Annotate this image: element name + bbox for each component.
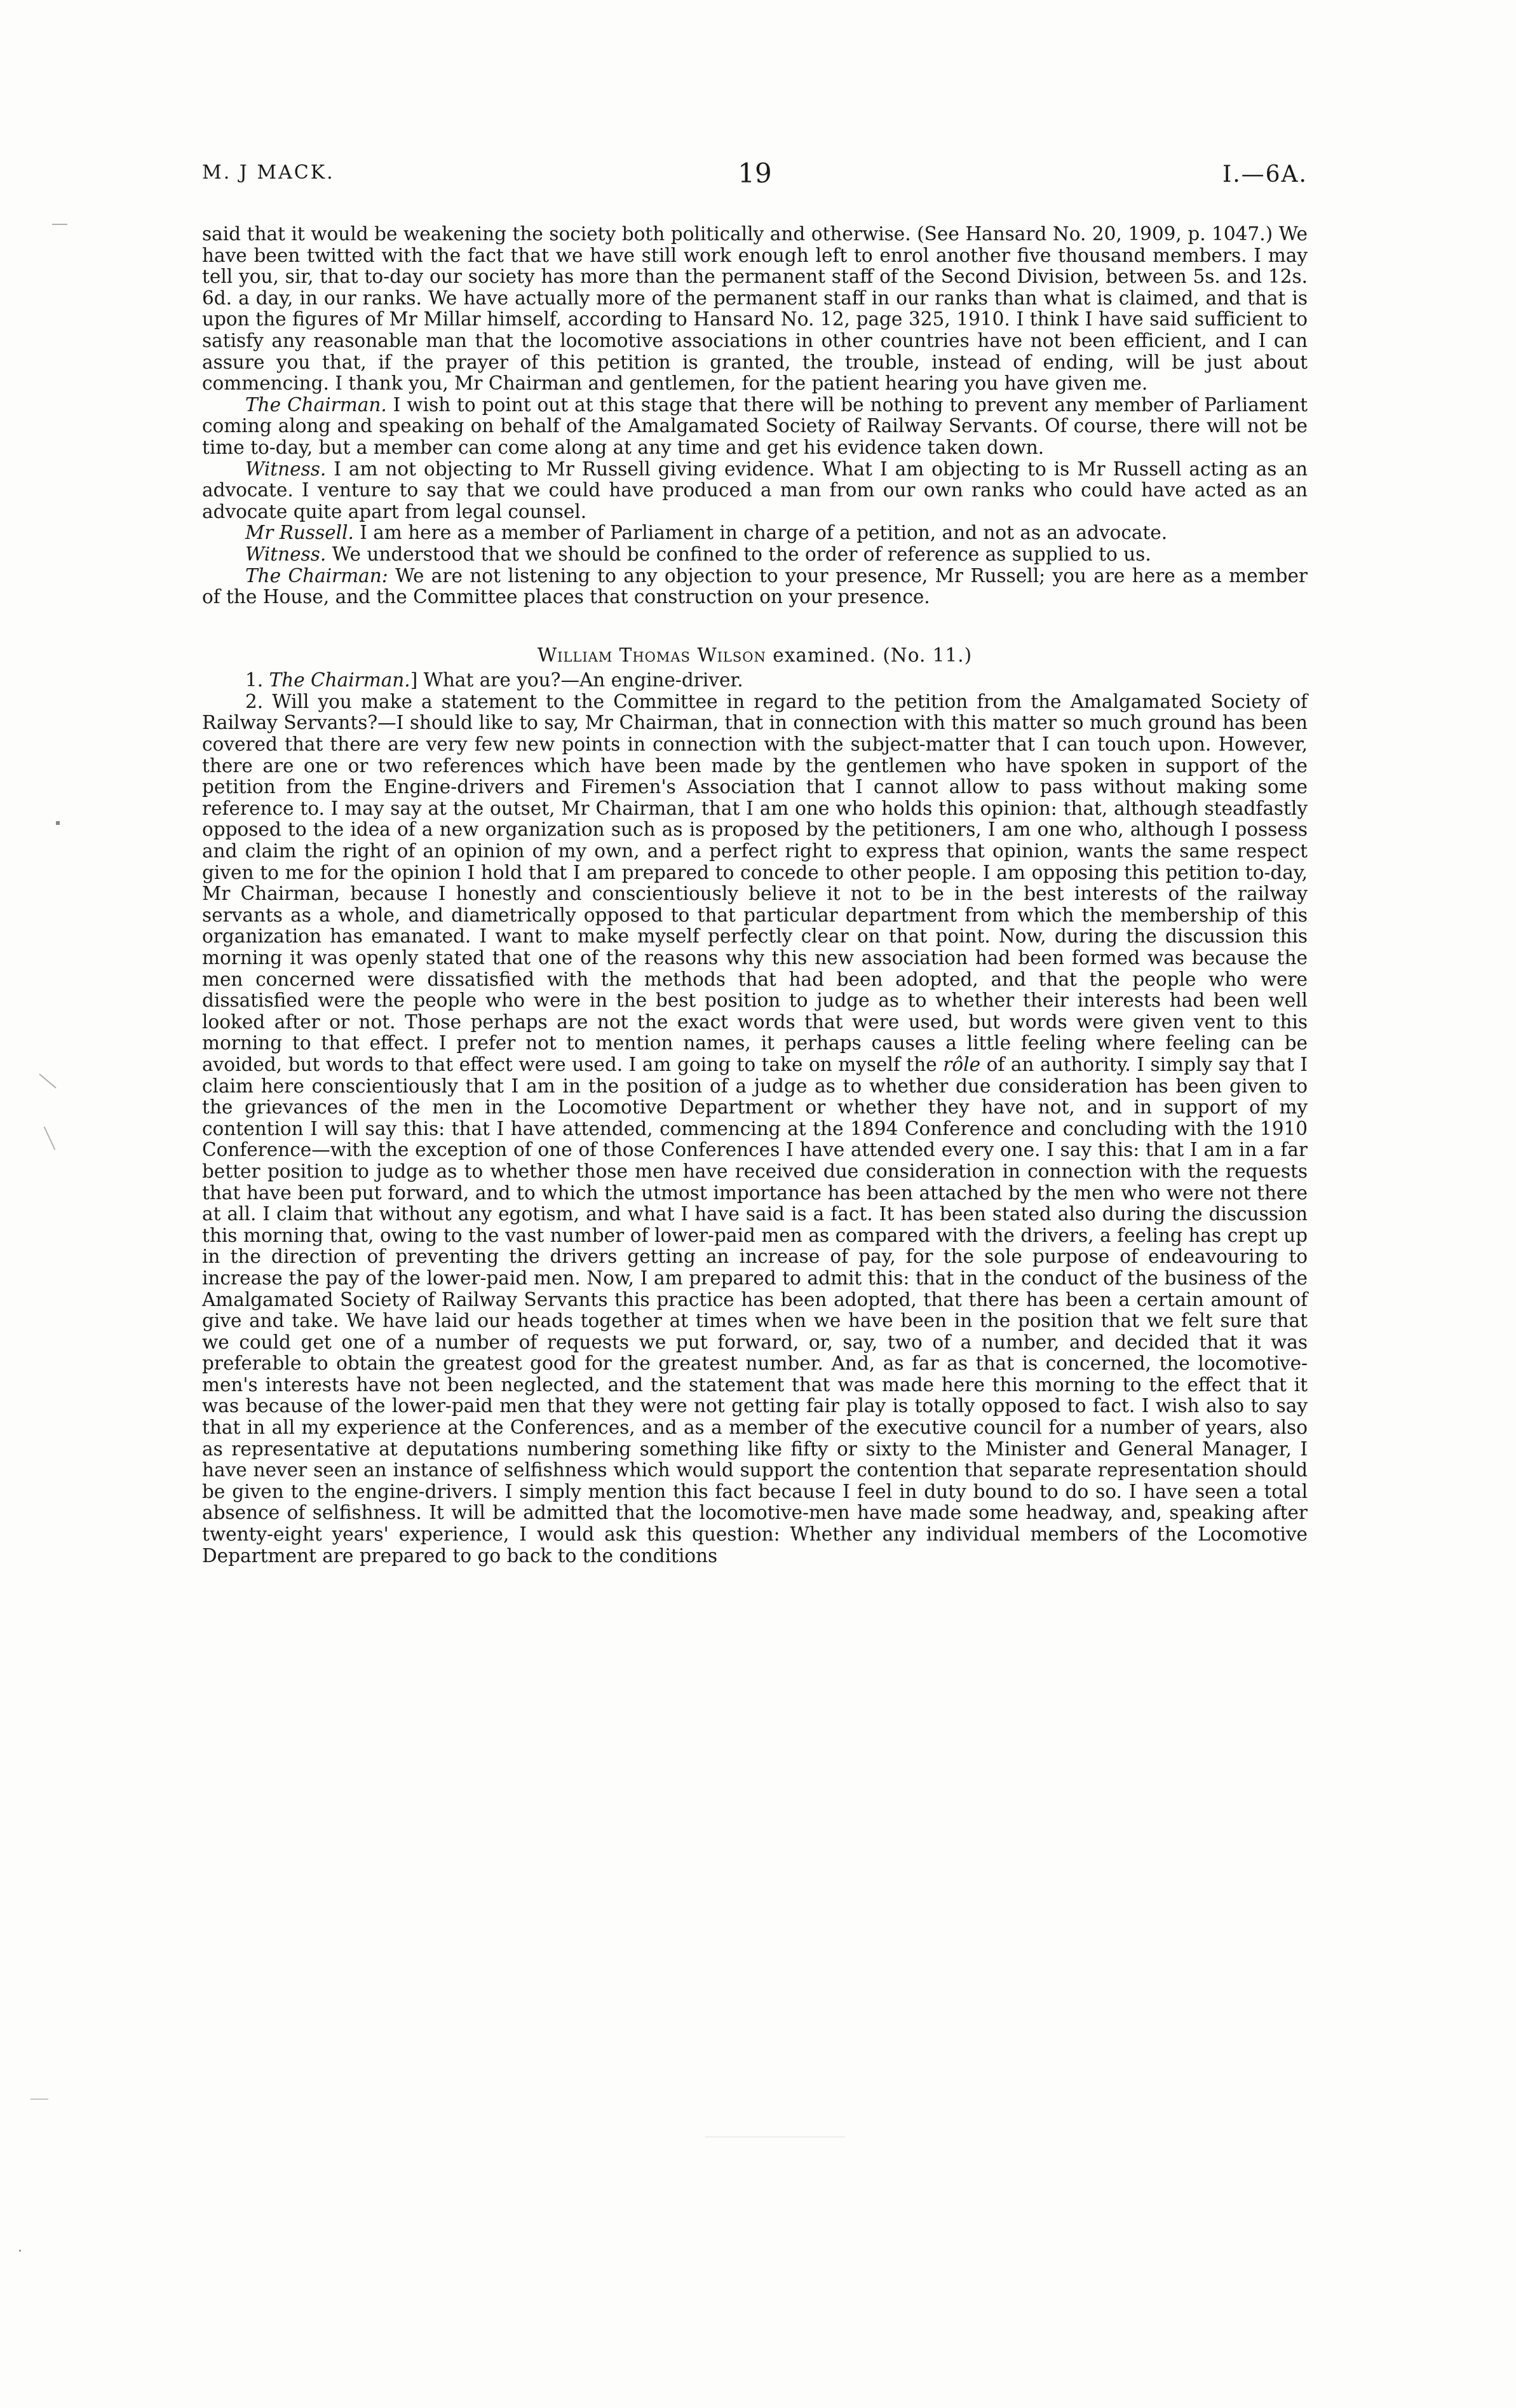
- scan-margin-mark: [52, 224, 67, 225]
- section-title-suffix: examined. (No. 11.): [766, 644, 973, 666]
- witness-section-title: [202, 645, 1308, 667]
- question-answer-text: Will you make a statement to the Committee in regard to the petition from the Amalgamated Society of Railway Servants?—I should like to say, Mr Chairman, that in connection with this matter so much ground has been covered that there are very few new points in connection with the subject-matter that I can touch upon. However, there are one or two references which have been made by the gentlemen who have spoken in support of the petition from the Engine-drivers and Firemen's Association that I cannot allow to pass without making some reference to. I may say at the outset, Mr Chairman, that I am one who holds this opinion: that, although steadfastly opposed to the idea of a new organization such as is proposed by the petitioners, I am one who, although I possess and claim the right of an opinion of my own, and a perfect right to express that opinion, wants the same respect given to me for the opinion I hold that I am prepared to concede to other people. I am opposing this petition to-day, Mr Chairman, because I honestly and conscientiously believe it not to be in the best interests of the railway servants as a whole, and diametrically opposed to that particular department from which the membership of this organization has emanated. I want to make myself perfectly clear on that point. Now, during the discussion this morning it was openly stated that one of the reasons why this new association had been formed was because the men concerned were dissatisfied with the methods that had been adopted, and that the people who were dissatisfied were the people who were in the best position to judge as to whether their interests had been well looked after or not. Those perhaps are not the exact words that were used, but words were given vent to this morning to that effect. I prefer not to mention names, it perhaps causes a little feeling where feeling can be avoided, but words to that effect were used. I am going to take on myself the: [202, 690, 1308, 1075]
- paragraph-text: I am not objecting to Mr Russell giving evidence. What I am objecting to is Mr Russell acting as an advocate. I venture to say that we could have produced a man from our own ranks who could have acted as an advocate quite apart from legal counsel.: [202, 458, 1308, 522]
- page-header: [202, 158, 1308, 202]
- paragraph-text: We understood that we should be confined to the order of reference as supplied to us.: [326, 543, 1151, 565]
- speaker-label: Witness.: [245, 543, 327, 565]
- paragraph-text: We are not listening to any objection to your presence, Mr Russell; you are here as a member of the House, and the Committee places that construction on your presence.: [202, 564, 1308, 608]
- question-number: 1.: [245, 669, 269, 691]
- speaker-label: The Chairman.: [245, 393, 387, 416]
- question-1: [202, 670, 1308, 691]
- paragraph-text: I wish to point out at this stage that there will be nothing to prevent any member of Parliament coming along and speaking on behalf of the Amalgamated Society of Railway Servants. Of course, there will not be time to-day, but a member can come along at any time and get his evidence taken down.: [202, 393, 1308, 458]
- document-body: [202, 224, 1308, 1567]
- speaker-label: Mr Russell.: [245, 522, 354, 544]
- paragraph-witness-understanding: [202, 544, 1308, 566]
- paragraph-russell-reply: [202, 522, 1308, 544]
- speaker-label: The Chairman:: [245, 564, 388, 587]
- question-answer-text: ] What are you?—An engine-driver.: [410, 669, 743, 691]
- scan-margin-mark: [44, 1126, 56, 1150]
- paragraph-chairman-remark: [202, 395, 1308, 459]
- paragraph-text: said that it would be weakening the society both politically and otherwise. (See Hansard No. 20, 1909, p. 1047.) We have been twitted with the fact that we have still work enough left to enrol another five thousand members. I may tell you, sir, that to-day our society has more than the permanent staff of the Second Division, between 5s. and 12s. 6d. a day, in our ranks. We have actually more of the permanent staff in our ranks than what is claimed, and that is upon the figures of Mr Millar himself, according to Hansard No. 12, page 325, 1910. I think I have said sufficient to satisfy any reasonable man that the locomotive associations in other countries have not been efficient, and I can assure you that, if the prayer of this petition is granted, the trouble, instead of ending, will be just about commencing. I thank you, Mr Chairman and gentlemen, for the patient hearing you have given me.: [202, 223, 1308, 395]
- scan-margin-mark: [56, 821, 60, 825]
- question-2: [202, 691, 1308, 1567]
- speaker-label: Witness.: [245, 458, 327, 480]
- question-number: 2.: [245, 690, 273, 712]
- scan-margin-mark: [19, 2250, 21, 2252]
- paragraph-text: I am here as a member of Parliament in charge of a petition, and not as an advocate.: [353, 522, 1168, 544]
- speaker-label: The Chairman.: [269, 669, 410, 691]
- page-number: 19: [738, 158, 772, 189]
- scan-margin-mark: [39, 1073, 56, 1088]
- paragraph-chairman-ruling: [202, 566, 1308, 608]
- question-answer-text-continued: of an authority. I simply say that I claim here conscientiously that I am in the position of a judge as to whether due consideration has been given to the grievances of the men in the Locomotive Department or whether they have not, and in support of my contention I will say this: that I have attended, commencing at the 1894 Conference and concluding with the 1910 Conference—with the exception of one of those Conferences I have attended every one. I say this: that I am in a far better position to judge as to whether those men have received due consideration in connection with the requests that have been put forward, and to which the utmost importance has been attached by the men who were not there at all. I claim that without any egotism, and what I have said is a fact. It has been stated also during the discussion this morning that, owing to the vast number of lower-paid men as compared with the drivers, a feeling has crept up in the direction of preventing the drivers getting an increase of pay, for the sole purpose of endeavouring to increase the pay of the lower-paid men. Now, I am prepared to admit this: that in the conduct of the business of the Amalgamated Society of Railway Servants this practice has been adopted, that there has been a certain amount of give and take. We have laid our heads together at times when we have been in the position that we felt sure that we could get one of a number of requests we put forward, or, say, two of a number, and decided that it was preferable to obtain the greatest good for the greatest number. And, as far as that is concerned, the locomotive-men's interests have not been neglected, and the statement that was made here this morning to the effect that it was because of the lower-paid men that they were not getting fair play is totally opposed to fact. I wish also to say that in all my experience at the Conferences, and as a member of the executive council for a number of years, also as representative at deputations numbering something like fifty or sixty to the Minister and General Manager, I have never seen an instance of selfishness which would support the contention that separate representation should be given to the engine-drivers. I simply mention this fact because I feel in duty bound to do so. I have seen a total absence of selfishness. It will be admitted that the locomotive-men have made some headway, and, speaking after twenty-eight years' experience, I would ask this question: Whether any individual members of the Locomotive Department are prepared to go back to the conditions: [202, 1053, 1308, 1567]
- document-code: I.—6A.: [1222, 161, 1308, 187]
- witness-name-header: M. J MACK.: [202, 161, 335, 184]
- paragraph-witness-objection: [202, 459, 1308, 523]
- scan-margin-mark: [30, 2098, 48, 2100]
- paragraph-continuation: [202, 224, 1308, 395]
- witness-name: William Thomas Wilson: [537, 644, 766, 666]
- emphasized-word: rôle: [943, 1053, 981, 1075]
